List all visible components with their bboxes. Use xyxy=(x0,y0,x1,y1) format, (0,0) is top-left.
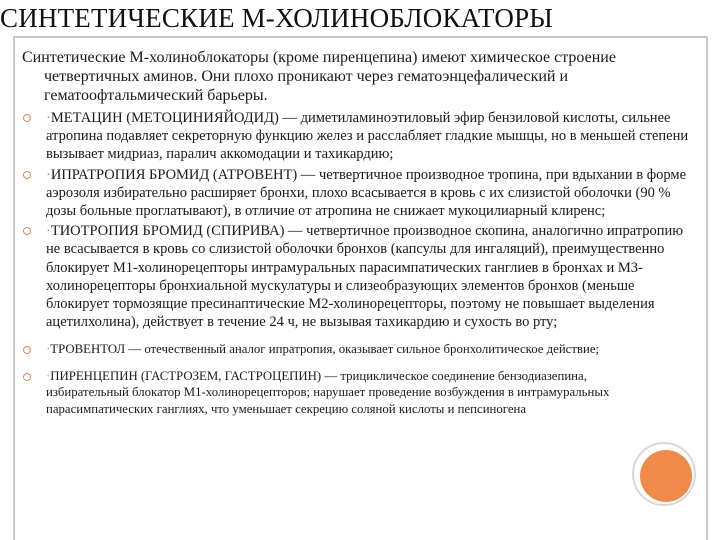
drug-name: ТРОВЕНТОЛ xyxy=(50,342,126,357)
drug-description: — диметиламиноэтиловый эфир бензиловой кислоты, сильнее атропина подавляет секреторную функцию желез и расслабляет гладкие мышцы, но в меньшей степени вызывает мидриаз, паралич аккомодации и тахикардию; xyxy=(46,110,689,163)
drug-name: ПИРЕНЦЕПИН (ГАСТРОЗЕМ, ГАСТРОЦЕПИН) xyxy=(50,368,322,383)
drug-name: ИПРАТРОПИЯ БРОМИД (АТРОВЕНТ) xyxy=(50,166,298,183)
list-item-ipratropium xyxy=(22,166,698,221)
item-dot: · xyxy=(46,166,51,183)
drug-description: — четвертичное производное скопина, аналогично ипратропию не всасывается в кровь со слизистой оболочки бронхов (капсулы для ингаляций), преимущественно блокирует М1-холинорецепторы интрамуральных парасимпатических ганглиев в бронхах и М3-холинорецепторы бронхиальной мускулатуры и слизеобразующих элементов бронхов (меньше блокирует тормозящие пресинаптические М2-холинорецепторы, поэтому не повышает выделения ацетилхолина), действует в течение 24 ч, не вызывая тахикардию и сухость во рту; xyxy=(46,223,684,331)
list-item-tiotropium xyxy=(22,222,698,331)
list-item-troventol xyxy=(22,341,698,357)
frame-left-border xyxy=(13,36,15,540)
item-dot: · xyxy=(46,368,51,383)
slide-title: СИНТЕТИЧЕСКИЕ М-ХОЛИНОБЛОКАТОРЫ xyxy=(0,3,554,33)
bullet-circle-icon xyxy=(23,346,31,354)
item-dot: · xyxy=(46,223,51,240)
drug-list xyxy=(22,109,698,417)
slide-content xyxy=(22,48,698,419)
bullet-circle-icon xyxy=(23,114,31,122)
drug-description: — отечественный аналог ипратропия, оказывает сильное бронхолитическое действие; xyxy=(125,342,600,357)
drug-description: — трициклическое соединение бензодиазепина, избирательный блокатор М1-холинорецепторов; нарушает проведение возбуждения в интрамуральных парасимпатических ганглиях, что уменьшает секрецию соляной кислоты и пепсиногена xyxy=(46,368,610,416)
intro-paragraph: Синтетические М-холиноблокаторы (кроме пиренцепина) имеют химическое строение четвертичных аминов. Они плохо проникают через гематоэнцефалический и гематоофтальмический барьеры. xyxy=(22,49,616,104)
drug-description: — четвертичное производное тропина, при вдыхании в форме аэрозоля избирательно расширяет бронхи, плохо всасывается в кровь с их слизистой оболочки (90 % дозы больные проглатывают), в отличие от атропина не снижает мукоцилиарный клиренс; xyxy=(46,166,686,220)
item-dot: · xyxy=(46,110,51,126)
bullet-circle-icon xyxy=(23,171,31,179)
drug-name: МЕТАЦИН (МЕТОЦИНИЯЙОДИД) xyxy=(50,110,279,126)
list-item-pirenzepine xyxy=(22,368,698,417)
list-item-metacin xyxy=(22,109,698,164)
drug-name: ТИОТРОПИЯ БРОМИД (СПИРИВА) xyxy=(50,223,285,240)
bullet-circle-icon xyxy=(23,227,31,235)
item-dot: · xyxy=(46,342,51,357)
frame-top-border xyxy=(13,36,708,38)
decorative-orange-circle xyxy=(640,450,692,502)
bullet-circle-icon xyxy=(23,373,31,381)
frame-right-border xyxy=(706,36,708,540)
